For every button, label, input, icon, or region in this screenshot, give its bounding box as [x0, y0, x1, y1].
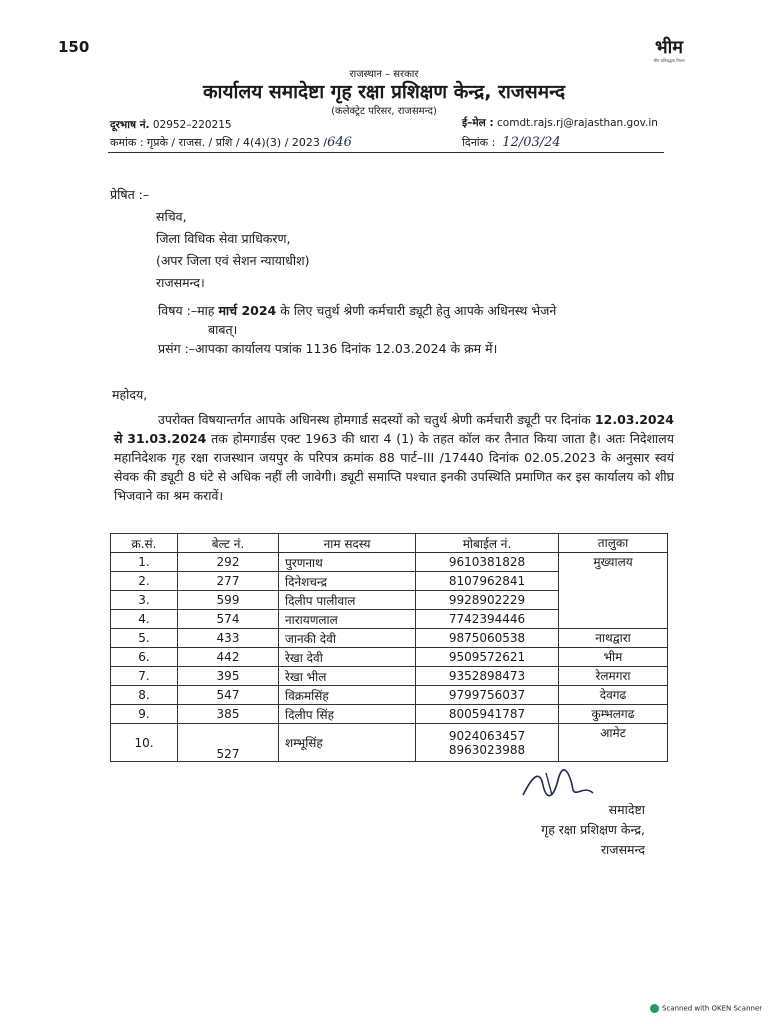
subject-line-2: बाबत्। — [208, 322, 238, 337]
column-header: नाम सदस्य — [279, 534, 416, 553]
email-label: ई–मेल : — [462, 117, 494, 129]
email-line — [462, 116, 658, 130]
phone-number: 02952–220215 — [152, 119, 232, 131]
to-label: प्रेषित :– — [110, 187, 150, 202]
phone-line — [110, 118, 232, 132]
table-row: 1. 292 पुरणनाथ 9610381828 मुख्यालय — [111, 553, 668, 572]
handwritten-date: 12/03/24 — [502, 135, 561, 150]
taluka-cell: मुख्यालय — [559, 553, 668, 629]
column-header: क्र.सं. — [111, 534, 178, 553]
scanner-logo-icon — [650, 1004, 659, 1013]
bhim-logo-icon: भीम भीम प्रतिबद्धता मिशन — [653, 37, 685, 63]
table-row: 2. 277 दिनेशचन्द्र 8107962841 — [111, 572, 668, 591]
signatory-org: गृह रक्षा प्रशिक्षण केन्द्र, — [541, 822, 645, 837]
signatory-title: समादेष्टा — [608, 802, 645, 817]
salutation: महोदय, — [112, 387, 148, 402]
table-row: 10. 527 शम्भूसिंह 9024063457 8963023988 आमेट — [111, 724, 668, 762]
table-row: 8. 547 विक्रमसिंह 9799756037 देवगढ — [111, 686, 668, 705]
recipient-line: राजसमन्द। — [156, 275, 205, 290]
table-row: 3. 599 दिलीप पालीवाल 9928902229 — [111, 591, 668, 610]
state-line: राजस्थान – सरकार — [349, 69, 419, 80]
subject-line: विषय :–माह मार्च 2024 के लिए चतुर्थ श्रेणी कर्मचारी ड्यूटी हेतु आपके अधिनस्थ भेजने — [158, 303, 557, 318]
recipient-block — [156, 206, 309, 294]
body-paragraph: उपरोक्त विषयान्तर्गत आपके अधिनस्थ होमगार्ड सदस्यों को चतुर्थ श्रेणी कर्मचारी ड्यूटी पर दिनांक 12.03.2024 से 31.03.2024 तक होमगार्डस एक्ट 1963 की धारा 4 (1) के तहत कॉल कर तैनात किया जाता है। अतः निदेशालय महानिदेशक गृह रक्षा राजस्थान जयपुर के परिपत्र क्रमांक 88 पार्ट–III /17440 दिनांक 02.05.2023 के अनुसार स्वयं सेवक की ड्यूटी 8 घंटे से अधिक नहीं ली जावेगी। ड्यूटी समाप्ति पश्चात इनकी उपस्थिति प्रमाणित कर इस कार्यालय को शीघ्र भिजवाने का श्रम करावें। — [114, 412, 674, 503]
emblem-150-icon: 150 — [58, 38, 90, 56]
signature-block — [505, 800, 645, 860]
recipient-line: सचिव, — [156, 209, 187, 224]
table-row: 9. 385 दिलीप सिंह 8005941787 कुम्भलगढ — [111, 705, 668, 724]
office-address: (कलेक्ट्रेट परिसर, राजसमन्द) — [331, 106, 437, 117]
reference-number: कमांक : गृप्रके / राजस. / प्रशि / 4(4)(3) / 2023 /646 — [110, 135, 352, 150]
mobile-cell: 9024063457 8963023988 — [416, 724, 559, 762]
phone-label: दूरभाष नं. — [110, 119, 150, 131]
column-header: तालुका — [559, 534, 668, 553]
handwritten-ref-number: 646 — [327, 135, 352, 150]
column-header: बेल्ट नं. — [178, 534, 279, 553]
recipient-line: (अपर जिला एवं सेशन न्यायाधीश) — [156, 253, 310, 268]
members-table — [110, 533, 668, 762]
recipient-line: जिला विधिक सेवा प्राधिकरण, — [156, 231, 291, 246]
column-header: मोबाईल नं. — [416, 534, 559, 553]
table-header-row — [111, 534, 668, 553]
signatory-place: राजसमन्द — [600, 842, 645, 857]
table-row: 7. 395 रेखा भील 9352898473 रेलमगरा — [111, 667, 668, 686]
header-divider — [108, 152, 664, 153]
email-address: comdt.rajs.rj@rajasthan.gov.in — [497, 117, 658, 129]
letter-date: दिनांक : 12/03/24 — [462, 135, 561, 150]
table-row: 5. 433 जानकी देवी 9875060538 नाथद्वारा — [111, 629, 668, 648]
table-row: 4. 574 नारायणलाल 7742394446 — [111, 610, 668, 629]
scan-badge: Scanned with OKEN Scanner — [650, 1004, 762, 1013]
reference-line: प्रसंग :–आपका कार्यालय पत्रांक 1136 दिनांक 12.03.2024 के क्रम में। — [158, 341, 498, 356]
table-row: 6. 442 रेखा देवी 9509572621 भीम — [111, 648, 668, 667]
office-title: कार्यालय समादेष्टा गृह रक्षा प्रशिक्षण केन्द्र, राजसमन्द — [202, 81, 566, 103]
